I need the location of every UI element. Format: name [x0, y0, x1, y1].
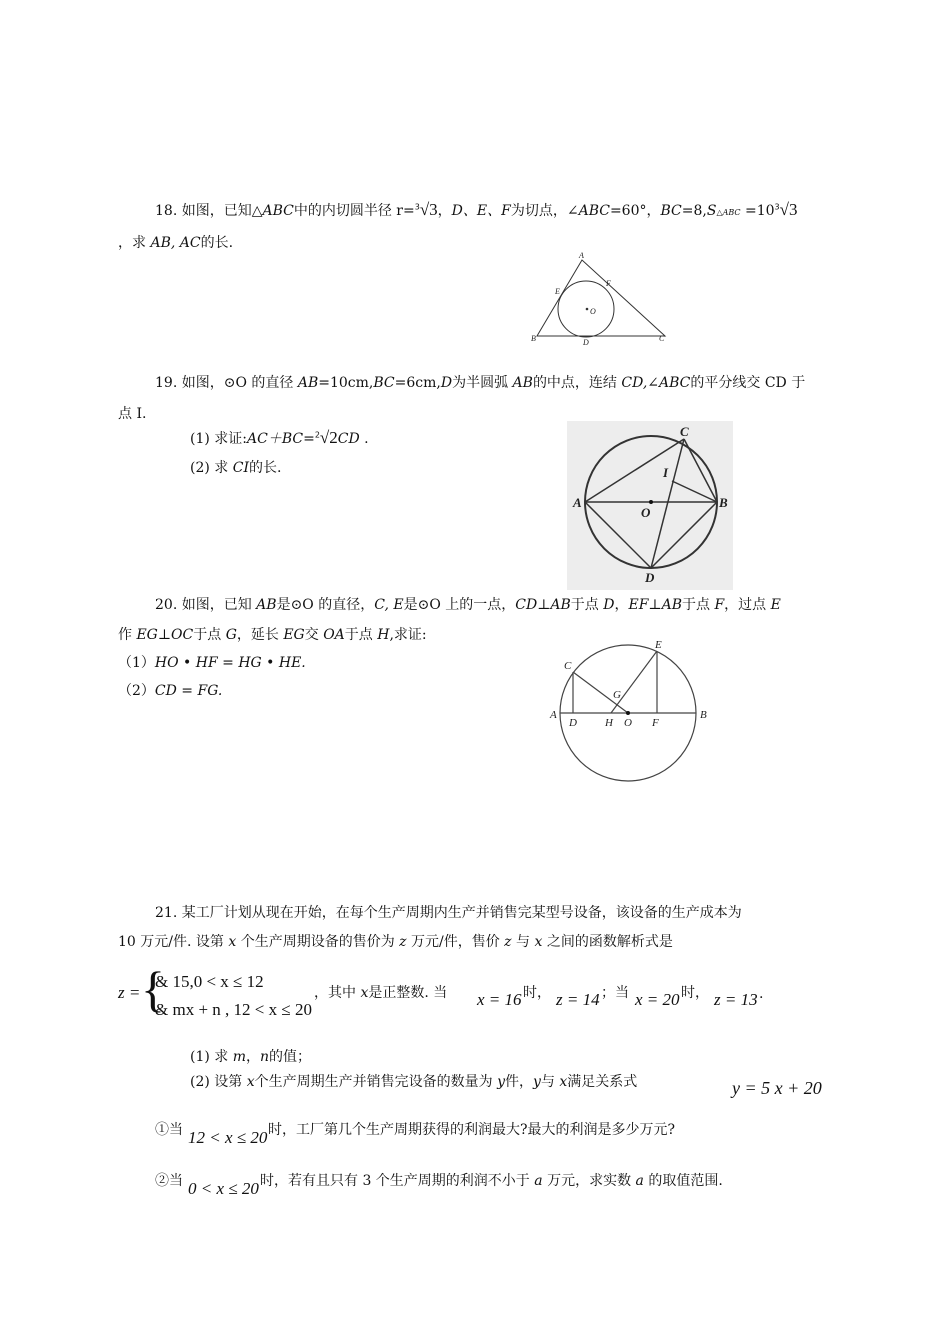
- q20-text: E: [770, 597, 781, 613]
- q21-text: y: [533, 1074, 541, 1090]
- q18-text: 18. 如图，已知△: [155, 203, 263, 219]
- q20-text: D: [603, 597, 615, 613]
- q21-case2-rest: [260, 1170, 723, 1190]
- q19-text: AB: [512, 375, 533, 391]
- label-o: O: [641, 505, 651, 520]
- q18-text: =8,: [681, 203, 707, 219]
- q21-text: 时，: [681, 985, 709, 1001]
- q19-text: AB: [297, 375, 319, 391]
- q18-text: D、E、F: [451, 203, 511, 219]
- q21-text: 与: [540, 1074, 560, 1090]
- q19-text: BC: [373, 375, 395, 391]
- q21-text: ②当: [155, 1173, 183, 1189]
- q21-text: 件，: [505, 1074, 534, 1090]
- q20-text: ⊥: [537, 597, 551, 613]
- q19-line1: [155, 372, 805, 392]
- q21-text: z: [504, 934, 512, 950]
- piecewise-case2: & mx + n , 12 < x ≤ 20: [155, 1000, 312, 1019]
- q19-text: 的平分线交 CD 于: [690, 375, 806, 391]
- q21-text: 与: [511, 934, 535, 950]
- q21-text: a: [534, 1173, 543, 1189]
- q20-line2: [118, 624, 427, 644]
- radical-index: 3: [774, 202, 780, 212]
- q21-text: 21. 某工厂计划从现在开始，在每个生产周期内生产并销售完某型号设备，该设备的生产成本为: [155, 905, 742, 921]
- q21-text: 个生产周期设备的售价为: [236, 934, 400, 950]
- q21-text: 满足关系式: [567, 1074, 638, 1090]
- q18-line2: [118, 232, 233, 252]
- q21-text: ①当: [155, 1122, 183, 1138]
- q21-line2: [118, 931, 673, 951]
- q21-text: 10 万元/件. 设第: [118, 934, 229, 950]
- center-point: [649, 500, 653, 504]
- q21-text: 之间的函数解析式是: [542, 934, 673, 950]
- label-c: C: [680, 424, 689, 439]
- q19-text: =10cm,: [318, 375, 374, 391]
- q18-text: 的长.: [200, 235, 234, 251]
- q21-case2-line: [155, 1170, 183, 1190]
- q20-text: 于点: [570, 597, 604, 613]
- q20-text: 20. 如图，已知: [155, 597, 257, 613]
- q19-text: 19. 如图，⊙O 的直径: [155, 375, 298, 391]
- q21-text: x: [534, 934, 543, 950]
- q21-case1-line: [155, 1119, 183, 1139]
- q20-text: G: [225, 627, 237, 643]
- q21-text: 时，工厂第几个生产周期获得的利润最大?最大的利润是多少万元?: [268, 1122, 676, 1138]
- q21-text: ，其中: [314, 985, 361, 1001]
- q18-triangle-figure: [525, 248, 675, 348]
- q18-text: 为切点，∠: [510, 203, 579, 219]
- q21-line1: [155, 902, 742, 922]
- q19-text: CD,: [621, 375, 648, 391]
- label-e: E: [655, 639, 662, 651]
- q19-text: 为半圆弧: [452, 375, 513, 391]
- q21-text: x: [559, 1074, 568, 1090]
- q21-text: a: [635, 1173, 644, 1189]
- q19-text: .: [359, 431, 369, 447]
- q18-text: AB, AC: [150, 235, 201, 251]
- center-point: [626, 711, 630, 715]
- q19-text: 的中点，连结: [532, 375, 622, 391]
- q19-text: CI: [232, 460, 249, 476]
- q20-text: EF: [628, 597, 649, 613]
- q20-text: HO • HF = HG • HE.: [154, 655, 306, 671]
- q20-text: F: [714, 597, 725, 613]
- q20-text: EG: [283, 627, 305, 643]
- q20-text: AB: [661, 597, 682, 613]
- q21-text: z: [399, 934, 407, 950]
- q20-text: 作: [118, 627, 137, 643]
- q21-text: (1) 求: [190, 1049, 233, 1065]
- piecewise-brace: {: [141, 961, 165, 1017]
- q20-text: EG: [136, 627, 158, 643]
- label-g: G: [613, 689, 621, 701]
- label-o: O: [624, 717, 632, 729]
- q18-line1: [155, 200, 797, 220]
- q21-text: 万元，求实数: [542, 1173, 636, 1189]
- area-subscript: △ABC: [716, 208, 741, 217]
- q21-text: (2) 设第: [190, 1074, 247, 1090]
- q20-part2: [118, 680, 222, 700]
- math-y-expr: y = 5 x + 20: [732, 1078, 822, 1098]
- q18-text: =60°，: [609, 203, 661, 219]
- q21-text: 的取值范围.: [643, 1173, 723, 1189]
- sqrt3: √3: [779, 200, 798, 219]
- q19-text: D: [440, 375, 453, 391]
- q19-circle-figure: [567, 421, 733, 590]
- q19-text: =6cm,: [394, 375, 441, 391]
- q20-text: AB: [550, 597, 571, 613]
- math-x20: x = 20: [635, 990, 680, 1009]
- q19-text: ABC: [659, 375, 691, 391]
- label-a: A: [550, 709, 557, 721]
- q20-text: OC: [171, 627, 194, 643]
- q20-text: 于点: [193, 627, 226, 643]
- q21-text: y: [497, 1074, 506, 1090]
- q21-text: 个生产周期生产并销售完设备的数量为: [254, 1074, 498, 1090]
- q19-text: (1) 求证:: [190, 431, 247, 447]
- q19-text: 的长.: [248, 460, 282, 476]
- q20-text: ,求证:: [389, 627, 427, 643]
- q20-text: ，延长: [236, 627, 284, 643]
- q21-text: x: [228, 934, 237, 950]
- q21-text: x: [360, 985, 369, 1001]
- q21-text: 万元/件，售价: [406, 934, 505, 950]
- q20-part1: [118, 652, 306, 672]
- q21-text: 的值；: [269, 1049, 312, 1065]
- label-i: I: [663, 465, 669, 480]
- q19-text: (2) 求: [190, 460, 233, 476]
- q20-text: 交: [304, 627, 324, 643]
- q19-part2: [190, 457, 281, 477]
- q18-text: BC: [660, 203, 682, 219]
- area-symbol: S: [706, 203, 717, 219]
- math-cond1: 12 < x ≤ 20: [188, 1128, 268, 1147]
- q21-text: m: [232, 1049, 247, 1065]
- label-f: F: [606, 279, 611, 288]
- q21-text: 时，若有且只有 3 个生产周期的利润不小于: [260, 1173, 535, 1189]
- q20-text: ，: [614, 597, 629, 613]
- sqrt2: √2: [319, 428, 338, 447]
- q18-text: 中的内切圆半径 r=: [293, 203, 415, 219]
- piecewise-case1: & 15,0 < x ≤ 12: [155, 972, 264, 991]
- q21-text: 是正整数. 当: [368, 985, 448, 1001]
- q18-text: =10: [740, 203, 775, 219]
- label-b: B: [531, 334, 536, 343]
- q20-line1: [155, 594, 781, 614]
- q21-text: x: [246, 1074, 255, 1090]
- q18-text: ABC: [262, 203, 294, 219]
- label-f: F: [652, 717, 659, 729]
- math-cond2: 0 < x ≤ 20: [188, 1179, 259, 1198]
- q19-text: ∠: [647, 375, 660, 391]
- q20-text: ⊥: [157, 627, 172, 643]
- q19-text: 点 I.: [118, 406, 147, 422]
- triangle-abc: [537, 260, 665, 336]
- math-x16: x = 16: [477, 990, 522, 1009]
- q20-circle-figure: [545, 636, 720, 786]
- q18-text: ABC: [578, 203, 610, 219]
- label-o: O: [590, 307, 596, 316]
- q19-text: AC＋BC=: [247, 431, 315, 447]
- q21-text: .: [759, 986, 764, 1002]
- q18-text: ，求: [118, 235, 151, 251]
- q20-text: OA: [323, 627, 345, 643]
- label-d: D: [583, 338, 589, 347]
- label-a: A: [573, 495, 582, 510]
- label-c: C: [564, 660, 572, 672]
- q19-part1: [190, 428, 369, 448]
- label-a: A: [579, 251, 584, 260]
- label-d: D: [645, 570, 655, 585]
- radical-index: 3: [414, 202, 420, 212]
- math-z13: z = 13: [714, 990, 758, 1009]
- piecewise-z: z =: [118, 983, 141, 1002]
- label-h: H: [605, 717, 613, 729]
- q20-text: H: [377, 627, 390, 643]
- label-c: C: [659, 334, 665, 343]
- q21-text: n: [260, 1049, 270, 1065]
- math-z14: z = 14: [556, 990, 600, 1009]
- q20-text: 是⊙O 上的一点，: [403, 597, 516, 613]
- radical-index: 2: [314, 430, 320, 440]
- q20-text: 是⊙O 的直径，: [276, 597, 375, 613]
- q20-text: 于点: [681, 597, 715, 613]
- q21-text: ，: [246, 1049, 261, 1065]
- q21-part2: [190, 1071, 637, 1091]
- label-b: B: [700, 709, 707, 721]
- q20-text: AB: [256, 597, 277, 613]
- label-e: E: [555, 287, 560, 296]
- q20-text: （1）: [118, 655, 155, 671]
- center-point: [586, 308, 589, 311]
- q20-text: 于点: [344, 627, 378, 643]
- q20-text: C, E: [374, 597, 404, 613]
- label-d: D: [569, 717, 577, 729]
- sqrt3: √3: [419, 200, 438, 219]
- q20-text: ，过点: [724, 597, 771, 613]
- q20-text: （2）: [118, 683, 155, 699]
- q21-text: 时，: [523, 985, 551, 1001]
- q21-after-piecewise: [314, 982, 447, 1002]
- q20-text: CD: [515, 597, 538, 613]
- q20-text: CD = FG.: [154, 683, 223, 699]
- segment-eh: [611, 651, 657, 713]
- q19-line2: [118, 403, 146, 423]
- q18-text: ，: [437, 203, 452, 219]
- q20-text: ⊥: [648, 597, 662, 613]
- label-b: B: [719, 495, 728, 510]
- q21-part1: [190, 1046, 311, 1066]
- q19-text: CD: [337, 431, 360, 447]
- q21-text: ；当: [601, 985, 629, 1001]
